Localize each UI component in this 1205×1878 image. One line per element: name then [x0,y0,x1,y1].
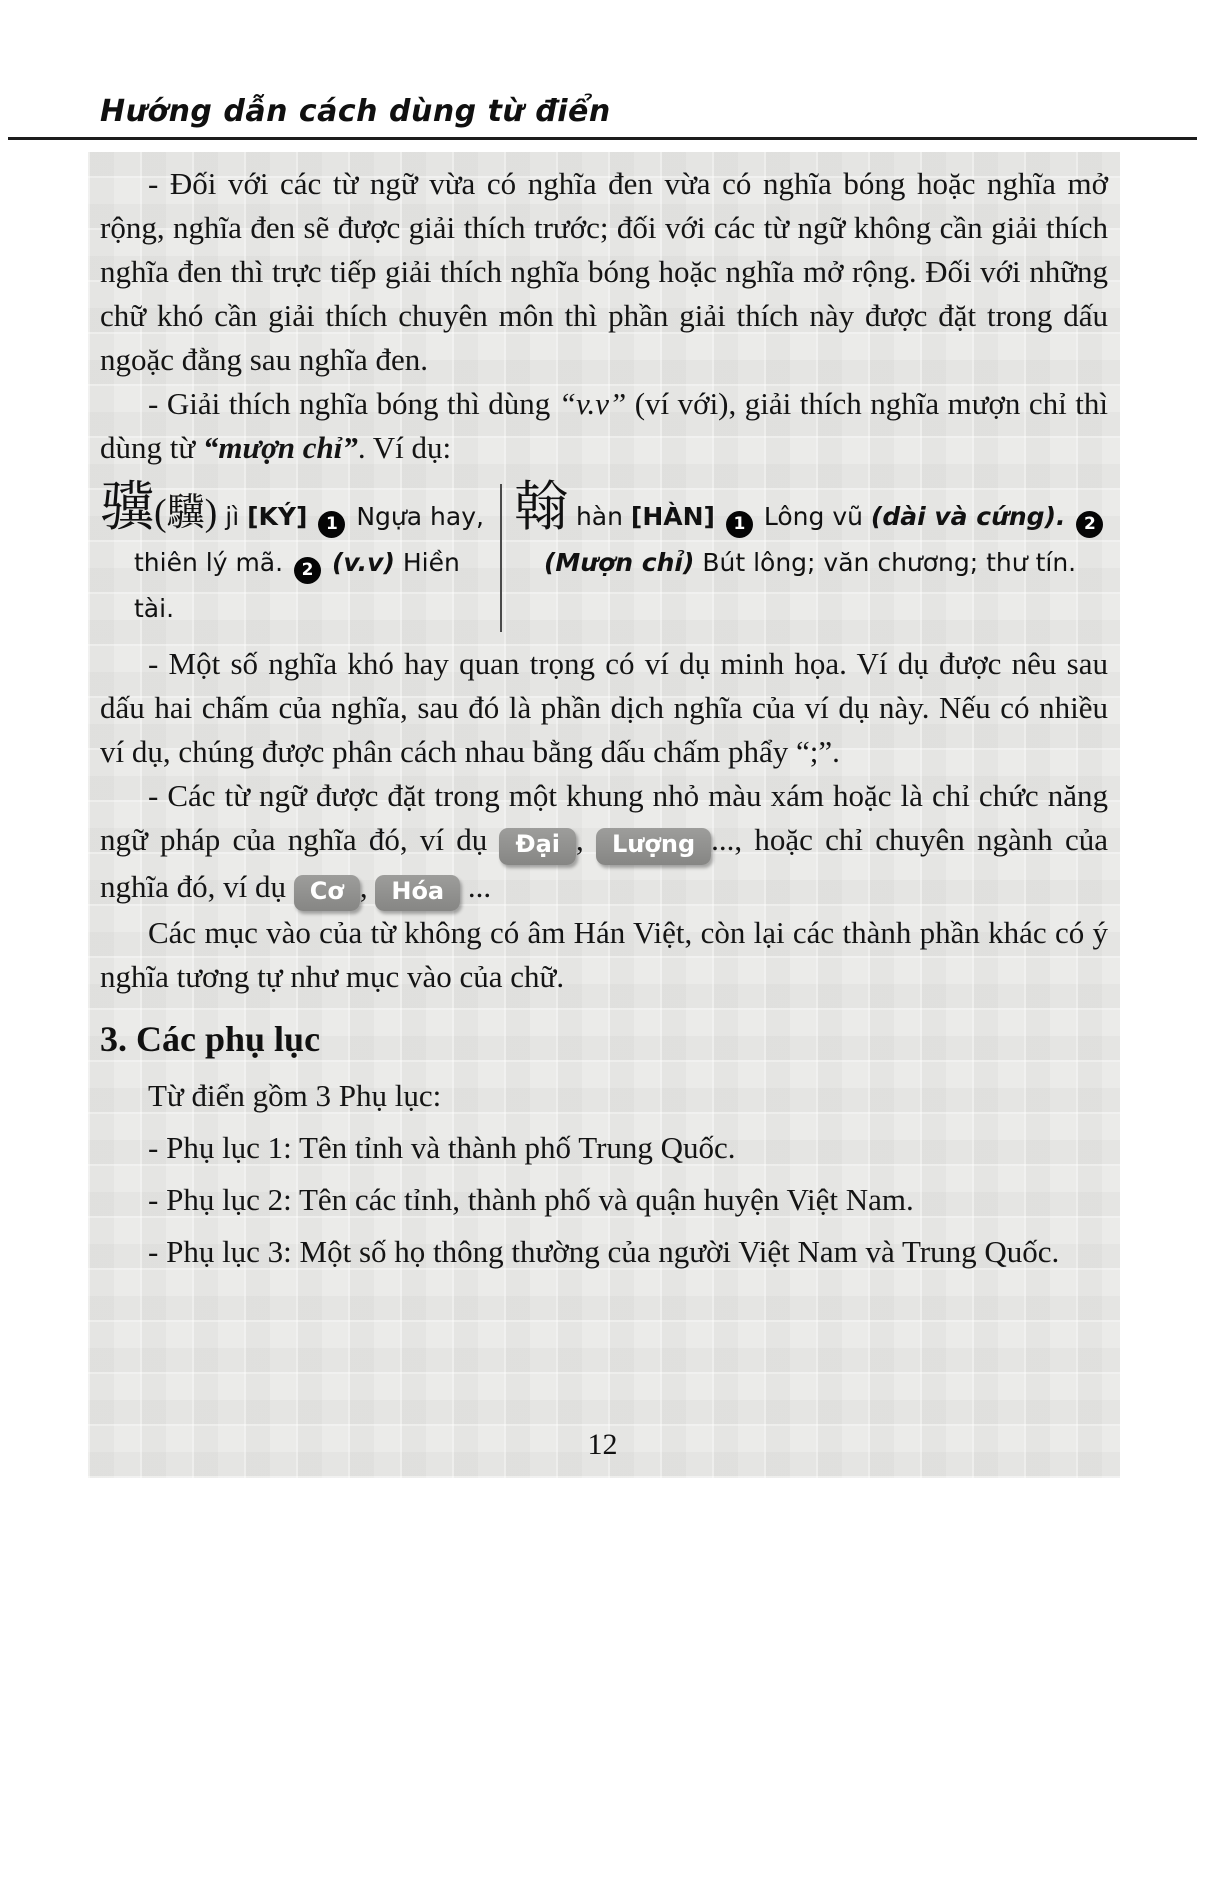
grammar-badge-luong: Lượng [596,828,711,865]
grammar-badge-dai: Đại [499,828,576,865]
dict-entry-han [514,477,1108,632]
section-heading-appendices: 3. Các phụ lục [100,1019,321,1060]
dictionary-example [100,477,1108,632]
header-rule [8,137,1197,140]
sense-1-note: (dài và cứng). [870,502,1066,531]
han-viet-reading: [KÝ] [247,502,308,531]
text-run: ... [467,868,492,904]
headword-character: 骥 [100,477,154,537]
sense-2-text: Hiền tài. [134,548,460,623]
paragraph-word-entries: Các mục vào của từ không có âm Hán Việt, còn lại các thành phần khác có ý nghĩa tương tự như mục vào của chữ. [100,915,1108,995]
sense-2-label: (v.v) [331,548,395,577]
sense-1-text: Lông vũ [763,502,863,531]
text-run-italic: “v.v” [558,386,627,421]
dict-entry-ky [100,477,492,632]
paragraph-figurative-usage [100,382,1108,470]
text-run: . Ví dụ: [357,430,452,465]
han-viet-reading: [HÀN] [630,502,715,531]
sense-2-badge: 2 [1076,511,1103,538]
field-badge-co: Cơ [294,875,360,912]
appendix-intro: Từ điển gồm 3 Phụ lục: [148,1078,442,1114]
paragraph-gray-badges [100,774,1108,911]
sense-2-text: Bút lông; văn chương; thư tín. [702,548,1077,577]
text-run: - Giải thích nghĩa bóng thì dùng [148,386,551,421]
text-run: - Các từ ngữ được đặt trong một khung nhỏ màu xám hoặc là chỉ chức năng ngữ pháp của nghĩa đó, ví dụ [100,778,1108,857]
paragraph-examples: - Một số nghĩa khó hay quan trọng có ví dụ minh họa. Ví dụ được nêu sau dấu hai chấm của nghĩa, sau đó là phần dịch nghĩa của ví dụ này. Nếu có nhiều ví dụ, chúng được phân cách nhau bằng dấu chấm phẩy “;”. [100,646,1108,769]
page-body [88,152,1120,1478]
column-divider [500,484,502,632]
page-number: 12 [587,1428,618,1461]
headword-character: 翰 [514,477,568,537]
sense-1-text: Ngựa hay, thiên lý mã. [134,502,484,577]
text-run: ..., hoặc chỉ chuyên ngành của nghĩa đó, ví dụ [100,822,1109,904]
running-header: Hướng dẫn cách dùng từ điển [100,94,611,129]
sense-2-badge: 2 [294,557,321,584]
sense-1-badge: 1 [726,511,753,538]
paragraph-meaning-order: - Đối với các từ ngữ vừa có nghĩa đen vừa có nghĩa bóng hoặc nghĩa mở rộng, nghĩa đen sẽ được giải thích trước; đối với các từ ngữ không cần giải thích nghĩa đen thì trực tiếp giải thích nghĩa bóng hoặc nghĩa mở rộng. Đối với những chữ khó cần giải thích chuyên môn thì phần giải thích này được đặt trong dấu ngoặc đằng sau nghĩa đen. [100,166,1108,377]
text-run-bold-italic: “mượn chỉ” [202,430,358,465]
text-run: (ví với), giải thích nghĩa mượn chỉ thì dùng từ [100,386,1108,465]
appendix-item-2: - Phụ lục 2: Tên các tỉnh, thành phố và quận huyện Việt Nam. [148,1182,914,1218]
text-run: , [576,822,584,857]
appendix-item-1: - Phụ lục 1: Tên tỉnh và thành phố Trung Quốc. [148,1130,736,1166]
pinyin: jì [225,502,240,531]
pinyin: hàn [575,502,623,531]
sense-1-badge: 1 [318,511,345,538]
appendix-item-3: - Phụ lục 3: Một số họ thông thường của người Việt Nam và Trung Quốc. [148,1234,1060,1270]
sense-2-label: (Mượn chỉ) [544,548,695,577]
field-badge-hoa: Hóa [375,875,460,912]
variant-character: (驥) [154,492,218,534]
text-run: , [359,868,368,904]
